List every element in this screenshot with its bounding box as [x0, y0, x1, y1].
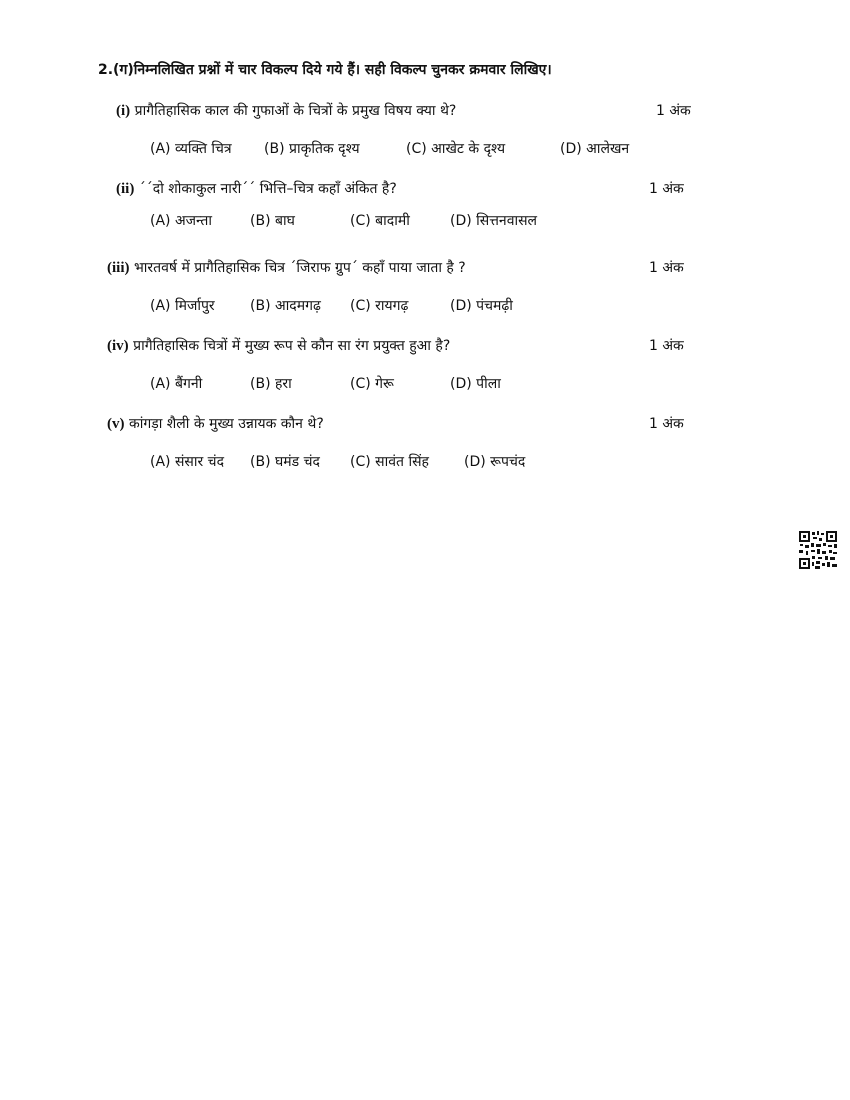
option-c: (C) गेरू — [350, 376, 394, 392]
question-marks: 1 अंक — [649, 416, 684, 432]
section-heading: 2.(ग)निम्नलिखित प्रश्नों में चार विकल्प दिये गये हैं। सही विकल्प चुनकर क्रमवार लिखिए। — [98, 62, 552, 78]
question-number: (iv) — [107, 338, 129, 354]
option-c: (C) रायगढ़ — [350, 298, 409, 314]
question-3 — [107, 258, 466, 277]
qr-code-icon — [798, 530, 838, 570]
option-c: (C) आखेट के दृश्य — [406, 141, 506, 157]
option-d: (D) आलेखन — [560, 141, 630, 157]
question-5 — [107, 414, 324, 433]
option-a: (A) अजन्ता — [150, 213, 212, 229]
option-a: (A) संसार चंद — [150, 454, 225, 470]
option-d: (D) पीला — [450, 376, 501, 392]
question-number: (i) — [116, 103, 131, 119]
option-a: (A) व्यक्ति चित्र — [150, 141, 232, 157]
question-text: भारतवर्ष में प्रागैतिहासिक चित्र ´जिराफ ग्रुप´ कहाँ पाया जाता है ? — [133, 260, 466, 276]
question-number: (v) — [107, 416, 125, 432]
option-d: (D) सित्तनवासल — [450, 213, 538, 229]
question-text: कांगड़ा शैली के मुख्य उन्नायक कौन थे? — [128, 416, 324, 432]
option-c: (C) बादामी — [350, 213, 410, 229]
question-marks: 1 अंक — [656, 103, 691, 119]
option-c: (C) सावंत सिंह — [350, 454, 429, 470]
option-b: (B) आदमगढ़ — [250, 298, 321, 314]
option-d: (D) पंचमढ़ी — [450, 298, 513, 314]
option-a: (A) बैंगनी — [150, 376, 203, 392]
question-text: ´´दो शोकाकुल नारी´´ भित्ति–चित्र कहाँ अंकित है? — [138, 181, 397, 197]
question-marks: 1 अंक — [649, 181, 684, 197]
option-b: (B) प्राकृतिक दृश्य — [264, 141, 360, 157]
question-marks: 1 अंक — [649, 338, 684, 354]
option-a: (A) मिर्जापुर — [150, 298, 215, 314]
question-number: (iii) — [107, 260, 130, 276]
option-d: (D) रूपचंद — [464, 454, 526, 470]
question-text: प्रागैतिहासिक चित्रों में मुख्य रूप से कौन सा रंग प्रयुक्त हुआ है? — [133, 338, 451, 354]
option-b: (B) घमंड चंद — [250, 454, 320, 470]
option-b: (B) हरा — [250, 376, 292, 392]
question-text: प्रागैतिहासिक काल की गुफाओं के चित्रों के प्रमुख विषय क्या थे? — [134, 103, 457, 119]
option-b: (B) बाघ — [250, 213, 295, 229]
question-2 — [116, 179, 397, 198]
question-number: (ii) — [116, 181, 135, 197]
question-marks: 1 अंक — [649, 260, 684, 276]
question-1 — [116, 101, 456, 120]
question-4 — [107, 336, 450, 355]
